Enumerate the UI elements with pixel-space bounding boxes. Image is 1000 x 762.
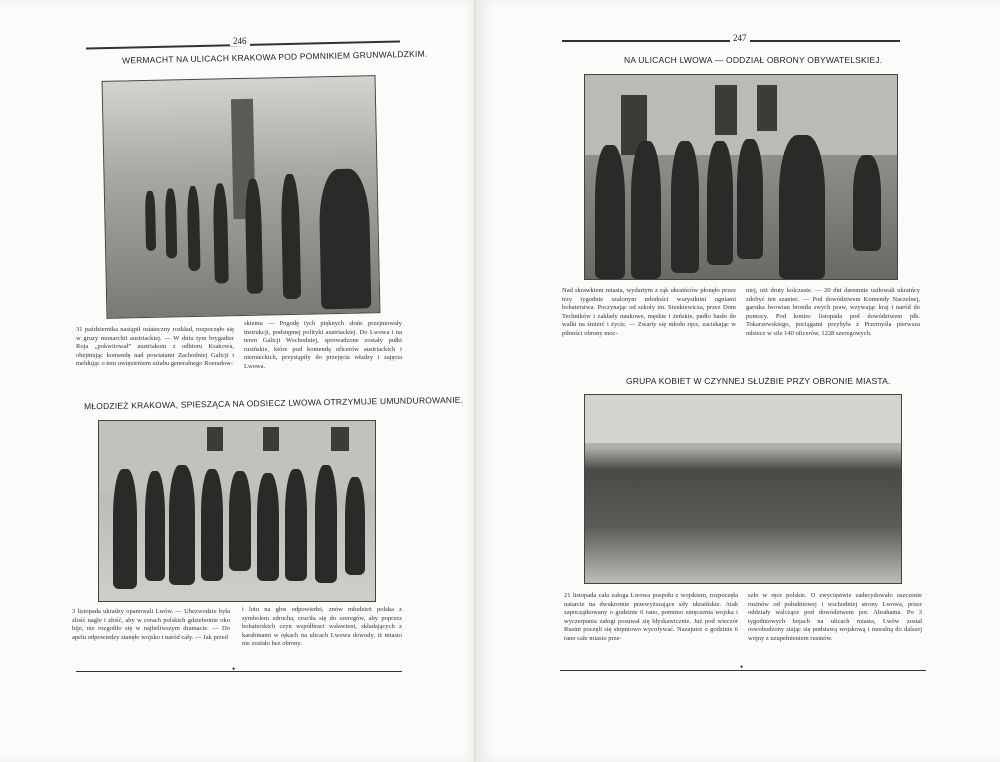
text-column: Nad skrawkiem miasta, wydartym z rąk ukraińców płonęło przez trzy tygodnie szalonym młodości wszystkimi ogniami bohaterstwa. Poczynając od szkoły im. Sienkiewicza, przez Dom Techników i zakłady naukowe, męskie i żeńskie, padło hasło do walki na śmierć i życie. — Zwarty się młodo ręce, zaciskając w piłności obrony moc- [562, 287, 736, 337]
footer-ornament: • [232, 664, 236, 674]
text-column: i lotu na głos odpowiedzi, znów młodzież polska z symbolem zdrucha, rzuciła się do szeregów, aby poprzez bohaterskich czyn współbraci wsławieni, składających z karabinami w rękach na ulicach Lwowa dowody, iż miasto nie zostało bez obrony. [242, 606, 402, 648]
page-number: 247 [730, 33, 750, 43]
text-column: 31 października nastąpił ostateczny rozkład, rozpoczęło się w gruzy monarchii austriackiej. — W dniu tym brygadier Roja „pokwitował” austriakom z odbioru Krakowa, obejmując komendę nad powiatami Zachodniej Galicji i meldując o tem uwięzieniem sztabu generalnego Roeradow- [76, 326, 234, 368]
photo-citizen-guard [584, 74, 898, 280]
text-column: niej, niż druty kolczaste. — 20 dni daremnie usiłowali ukraińcy zdobyć ten szaniec. — Pod dowództwem Komendy Naczelnej, garstka lwowian broniła swych praw, wzywając kraj i naród do pomocy. Pod koniec listopada pod dowództwem płk. Tokarzewskiego, pociągami przybyła z Przemyśla pierwsza odsiecz w sile 140 oficerów, 1228 szeregowych. [746, 287, 920, 337]
photo-caption: GRUPA KOBIET W CZYNNEJ SŁUŻBIE PRZY OBRONIE MIASTA. [626, 376, 891, 386]
footer-rule [76, 671, 402, 672]
footer-ornament: • [740, 662, 744, 672]
right-page [480, 0, 1000, 762]
photo-youth-uniforms [98, 420, 376, 602]
photo-women-defenders [584, 394, 902, 584]
text-column: skiemu — Pogodę tych pięknych słońc przejmowały instrukcji, podstępnej polityki austriackiej. Do Lwowa i na teren Galicji Wschodniej, sprowadzone zostały pułki rusińskie, które pod komendą oficerów austriackich i niemieckich, przystąpiły do przejęcia władzy i zajęcia Lwowa. [244, 320, 402, 370]
photo-wehrmacht-march [102, 75, 381, 319]
photo-caption: MŁODZIEŻ KRAKOWA, SPIESZĄCA NA ODSIECZ LWOWA OTRZYMUJE UMUNDUROWANIE. [83, 394, 464, 412]
text-column: 3 listopada ukradzy opanowali Lwów. — Ubezwodzie była złość nagle i złość, aby w cerach polskich gdzieboinie oko bije, nie rozgoliło się w najbeliwszym dramacie. — Do apelu odpowiedzy stanęło wojsko i naród cały. — Jak przed [72, 608, 230, 641]
page-number: 246 [230, 36, 250, 46]
photo-caption: NA ULICACH LWOWA — ODDZIAŁ OBRONY OBYWATELSKIEJ. [624, 55, 883, 65]
left-page [0, 0, 476, 762]
text-column: szło w ręce polskie. O zwycięstwie zadecydowało oszczenie rusinów od południowej i wschodniej strony Lwowa, przez oddziały walczące pod dowództwem por. Abrahama. Po 3 tygodniowych bojach na ulicach miasta, Lwów został oswobodzony stając się podstawą wojskową i moralną do dalszej wojny z uzupełnieniem rusinów. [748, 592, 922, 642]
text-column: 21 listopada cała załoga Lwowa pospołu z wojskiem, rozpoczęła natarcie na dwukrotnie przewyższające siły ukraińskie. Atak zapoczątkowany o godzinie 6 rano, pomimo zmęczenia wojska i wyczerpania załogi posuwał się błyskawicznie. Już pod wieczór Rusini poczęli się stopniowo wycofywać. Nazajutrz o godzinie 6 rano całe miasto prze- [564, 592, 738, 642]
photo-caption: WERMACHT NA ULICACH KRAKOWA POD POMNIKIEM GRUNWALDZKIM. [121, 48, 428, 66]
